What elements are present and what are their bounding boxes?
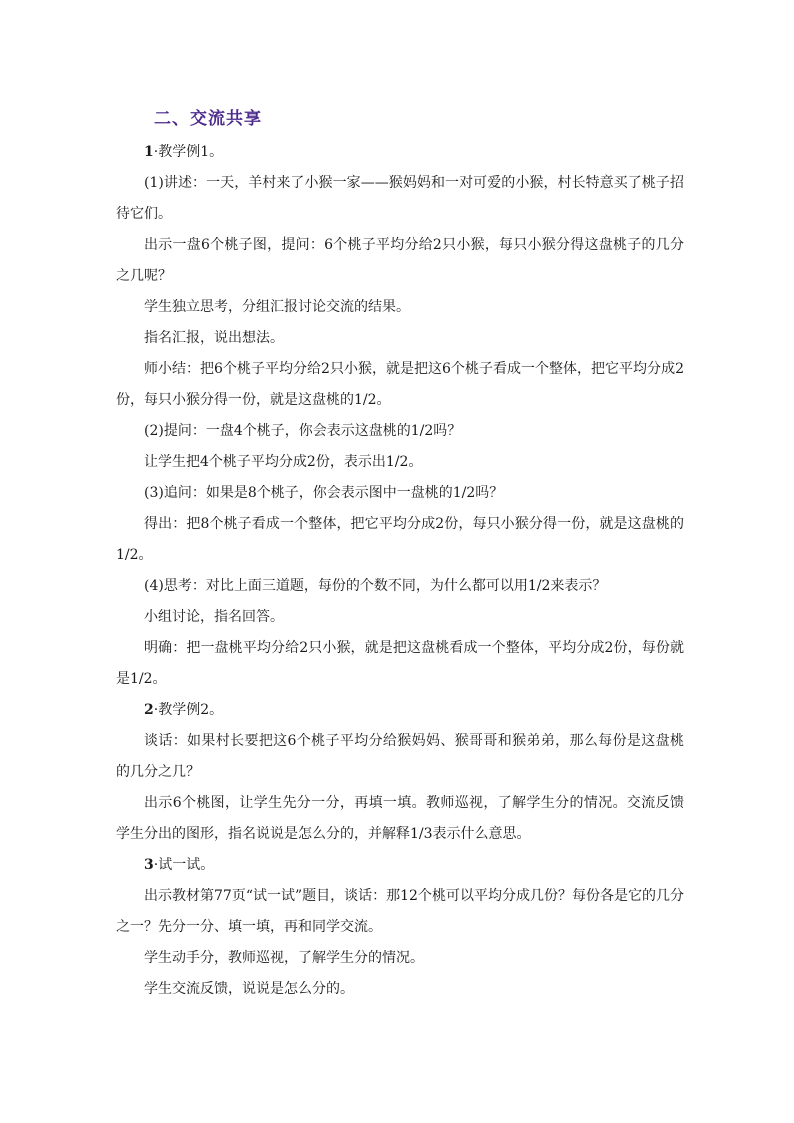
paragraph: 学生交流反馈，说说是怎么分的。 bbox=[144, 981, 354, 997]
paragraph: 学生独立思考，分组汇报讨论交流的结果。 bbox=[144, 299, 410, 315]
paragraph: 学生动手分，教师巡视，了解学生分的情况。 bbox=[144, 950, 424, 966]
paragraph: (3)追问：如果是8个桃子，你会表示图中一盘桃的1/2吗？ bbox=[144, 485, 504, 501]
paragraph: 让学生把4个桃子平均分成2份，表示出1/2。 bbox=[144, 454, 423, 470]
paragraph: (1)讲述：一天，羊村来了小猴一家——猴妈妈和一对可爱的小猴，村长特意买了桃子招待它们。 bbox=[116, 175, 684, 222]
paragraph: 出示教材第77页“试一试”题目，谈话：那12个桃可以平均分成几份？每份各是它的几分之一？先分一分、填一填，再和同学交流。 bbox=[116, 888, 684, 935]
subsection-number: 3 bbox=[144, 857, 154, 873]
subsection-label: ·教学例2。 bbox=[153, 702, 224, 718]
section-body bbox=[116, 137, 684, 1005]
paragraph: (2)提问：一盘4个桃子，你会表示这盘桃的1/2吗？ bbox=[144, 423, 462, 439]
subsection-number: 2 bbox=[144, 702, 154, 718]
paragraph: 明确：把一盘桃平均分给2只小猴，就是把这盘桃看成一个整体，平均分成2份，每份就是1/2。 bbox=[116, 640, 684, 687]
paragraph: (4)思考：对比上面三道题，每份的个数不同，为什么都可以用1/2来表示？ bbox=[144, 578, 607, 594]
paragraph: 谈话：如果村长要把这6个桃子平均分给猴妈妈、猴哥哥和猴弟弟，那么每份是这盘桃的几分之几？ bbox=[116, 733, 684, 780]
subsection-heading-3 bbox=[116, 850, 684, 881]
subsection-label: ·教学例1。 bbox=[153, 144, 224, 160]
paragraph: 出示一盘6个桃子图，提问：6个桃子平均分给2只小猴，每只小猴分得这盘桃子的几分之几呢？ bbox=[116, 237, 684, 284]
paragraph: 得出：把8个桃子看成一个整体，把它平均分成2份，每只小猴分得一份，就是这盘桃的1/2。 bbox=[116, 516, 684, 563]
paragraph: 出示6个桃图，让学生先分一分，再填一填。教师巡视，了解学生分的情况。交流反馈学生分出的图形，指名说说是怎么分的，并解释1/3表示什么意思。 bbox=[116, 795, 684, 842]
subsection-heading-2 bbox=[116, 695, 684, 726]
paragraph: 指名汇报，说出想法。 bbox=[144, 330, 284, 346]
subsection-heading-1 bbox=[116, 137, 684, 168]
paragraph: 师小结：把6个桃子平均分给2只小猴，就是把这6个桃子看成一个整体，把它平均分成2份，每只小猴分得一份，就是这盘桃的1/2。 bbox=[116, 361, 684, 408]
subsection-label: ·试一试。 bbox=[153, 857, 215, 873]
section-title: 二、交流共享 bbox=[154, 109, 262, 129]
paragraph: 小组讨论，指名回答。 bbox=[144, 609, 284, 625]
subsection-number: 1 bbox=[144, 144, 154, 160]
